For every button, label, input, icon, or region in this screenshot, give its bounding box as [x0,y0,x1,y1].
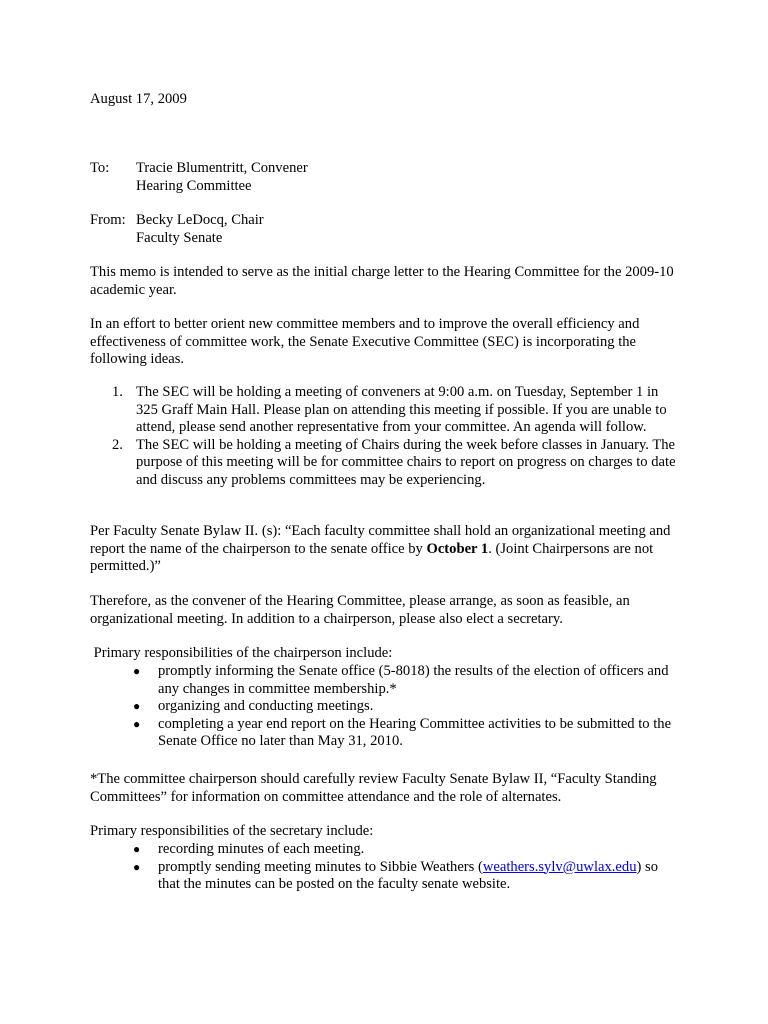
bullet-icon: ● [133,664,141,678]
bylaw-deadline: October 1 [426,540,489,557]
list-item [90,698,680,716]
bullet-icon: ● [133,842,141,856]
footnote-paragraph: *The committee chairperson should carefully review Faculty Senate Bylaw II, “Faculty Standing Committees” for information on committee attendance and the role of alternates. [90,771,657,805]
list-number: 2. [112,436,123,453]
bullet-icon: ● [133,699,141,714]
list-item [90,841,680,859]
to-org: Hearing Committee [136,177,252,194]
list-item-text: recording minutes of each meeting. [158,841,365,857]
intro-paragraph: This memo is intended to serve as the initial charge letter to the Hearing Committee for the 2009-10 academic year. [90,264,674,298]
chair-responsibilities-list [90,663,680,751]
list-item [90,437,680,490]
list-item-text: completing a year end report on the Hearing Committee activities to be submitted to the Senate Office no later than May 31, 2010. [158,715,672,750]
bylaw-paragraph [90,523,680,576]
memo-date: August 17, 2009 [90,91,187,107]
secretary-text: promptly sending meeting minutes to Sibbie Weathers ( [158,858,483,875]
list-item [90,663,680,698]
from-org: Faculty Senate [136,229,223,246]
secretary-responsibilities-list [90,841,680,894]
to-name: Tracie Blumentritt, Convener [136,160,308,176]
effort-paragraph: In an effort to better orient new committee members and to improve the overall efficiency and effectiveness of committee work, the Senate Executive Committee (SEC) is incorporating the following ideas. [90,316,640,368]
list-item [90,716,680,751]
secretary-text-end: ) so that the minutes can be posted on the faculty senate website. [158,858,659,893]
from-name: Becky LeDocq, Chair [136,212,264,228]
to-label: To: [90,160,110,176]
bylaw-text: Per Faculty Senate Bylaw II. (s): “Each faculty committee shall hold an organizational meeting and report the name of the chairperson to the senate office by [90,523,671,557]
list-item-text: The SEC will be holding a meeting of conveners at 9:00 a.m. on Tuesday, September 1 in 325 Graff Main Hall. Please plan on attending this meeting if possible. If you are unable to attend, please send another representative from your committee. An agenda will follow. [136,384,667,436]
bullet-icon: ● [133,859,141,874]
therefore-paragraph: Therefore, as the convener of the Hearing Committee, please arrange, as soon as feasible, an organizational meeting. In addition to a chairperson, please also elect a secretary. [90,593,630,627]
list-item-text: promptly informing the Senate office (5-8018) the results of the election of officers and any changes in committee membership.* [158,663,669,697]
bylaw-text-end: . (Joint Chairpersons are not permitted.)” [90,540,654,575]
chair-heading: Primary responsibilities of the chairperson include: [90,645,393,661]
list-item-text: organizing and conducting meetings. [158,698,374,715]
list-item-text: The SEC will be holding a meeting of Chairs during the week before classes in January. The purpose of this meeting will be for committee chairs to report on progress on charges to date and discuss any problems committees may be experiencing. [136,436,676,488]
secretary-heading: Primary responsibilities of the secretary include: [90,823,374,839]
bullet-icon: ● [133,716,141,731]
list-item-text [158,859,658,893]
email-link[interactable]: weathers.sylv@uwlax.edu [482,858,637,875]
ideas-list [90,384,680,490]
list-item [90,859,680,894]
list-number: 1. [112,384,123,400]
from-label: From: [90,212,126,228]
list-item [90,384,680,437]
